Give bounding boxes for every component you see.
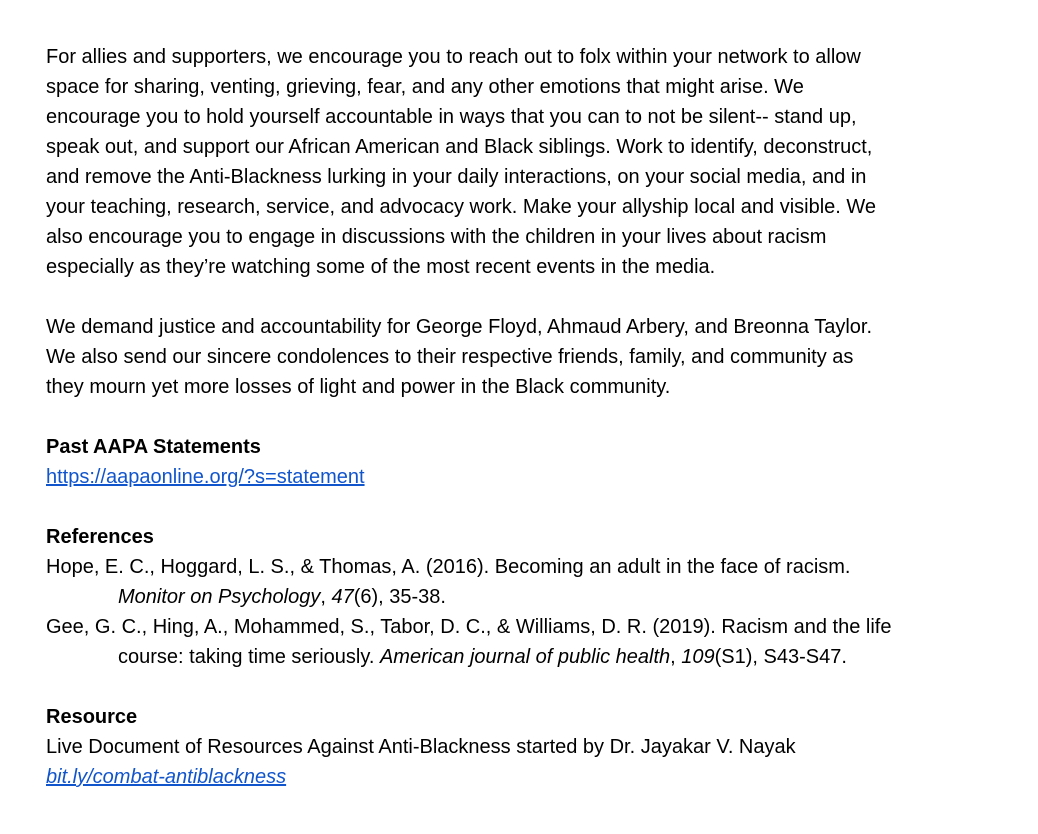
reference-item <box>46 552 1006 612</box>
reference-pages: (S1), S43-S47. <box>714 646 847 668</box>
reference-separator: , <box>670 646 682 668</box>
reference-source <box>46 642 1006 672</box>
allies-line: speak out, and support our African American and Black siblings. Work to identify, deconstruct, <box>46 136 873 158</box>
allies-line: your teaching, research, service, and advocacy work. Make your allyship local and visible. We <box>46 196 877 218</box>
allies-line: space for sharing, venting, grieving, fear, and any other emotions that might arise. We <box>46 76 804 98</box>
allies-paragraph <box>46 42 1006 282</box>
justice-paragraph <box>46 312 1006 402</box>
reference-title-end: course: taking time seriously. <box>118 646 380 668</box>
justice-line: We also send our sincere condolences to their respective friends, family, and community as <box>46 346 854 368</box>
past-statements-heading: Past AAPA Statements <box>46 436 261 458</box>
reference-journal: Monitor on Psychology <box>118 586 321 608</box>
reference-separator: , <box>320 586 332 608</box>
allies-line: encourage you to hold yourself accountable in ways that you can to not be silent-- stand up, <box>46 106 857 128</box>
reference-citation: Gee, G. C., Hing, A., Mohammed, S., Tabor, D. C., & Williams, D. R. (2019). Racism and the life <box>46 616 892 638</box>
reference-volume: 109 <box>681 646 715 668</box>
resource-section <box>46 702 1006 792</box>
reference-citation: Hope, E. C., Hoggard, L. S., & Thomas, A. (2016). Becoming an adult in the face of racism. <box>46 556 851 578</box>
resource-link[interactable]: bit.ly/combat-antiblackness <box>46 766 287 788</box>
resource-heading: Resource <box>46 706 138 728</box>
allies-line: also encourage you to engage in discussions with the children in your lives about racism <box>46 226 827 248</box>
reference-journal: American journal of public health <box>379 646 671 668</box>
reference-pages: (6), 35-38. <box>353 586 446 608</box>
reference-source <box>46 582 1006 612</box>
paragraph-spacer <box>46 282 1006 312</box>
reference-volume: 47 <box>331 586 354 608</box>
allies-line: and remove the Anti-Blackness lurking in your daily interactions, on your social media, and in <box>46 166 867 188</box>
resource-description: Live Document of Resources Against Anti-Blackness started by Dr. Jayakar V. Nayak <box>46 736 796 758</box>
references-section <box>46 522 1006 672</box>
reference-item <box>46 612 1006 672</box>
document-body <box>46 42 1006 792</box>
paragraph-spacer <box>46 492 1006 522</box>
past-statements-section <box>46 432 1006 492</box>
references-heading: References <box>46 526 154 548</box>
allies-line: especially as they’re watching some of the most recent events in the media. <box>46 256 716 278</box>
past-statements-link[interactable]: https://aapaonline.org/?s=statement <box>46 466 365 488</box>
paragraph-spacer <box>46 672 1006 702</box>
justice-line: We demand justice and accountability for George Floyd, Ahmaud Arbery, and Breonna Taylor. <box>46 316 873 338</box>
paragraph-spacer <box>46 402 1006 432</box>
justice-line: they mourn yet more losses of light and power in the Black community. <box>46 376 671 398</box>
allies-line: For allies and supporters, we encourage you to reach out to folx within your network to allow <box>46 46 861 68</box>
